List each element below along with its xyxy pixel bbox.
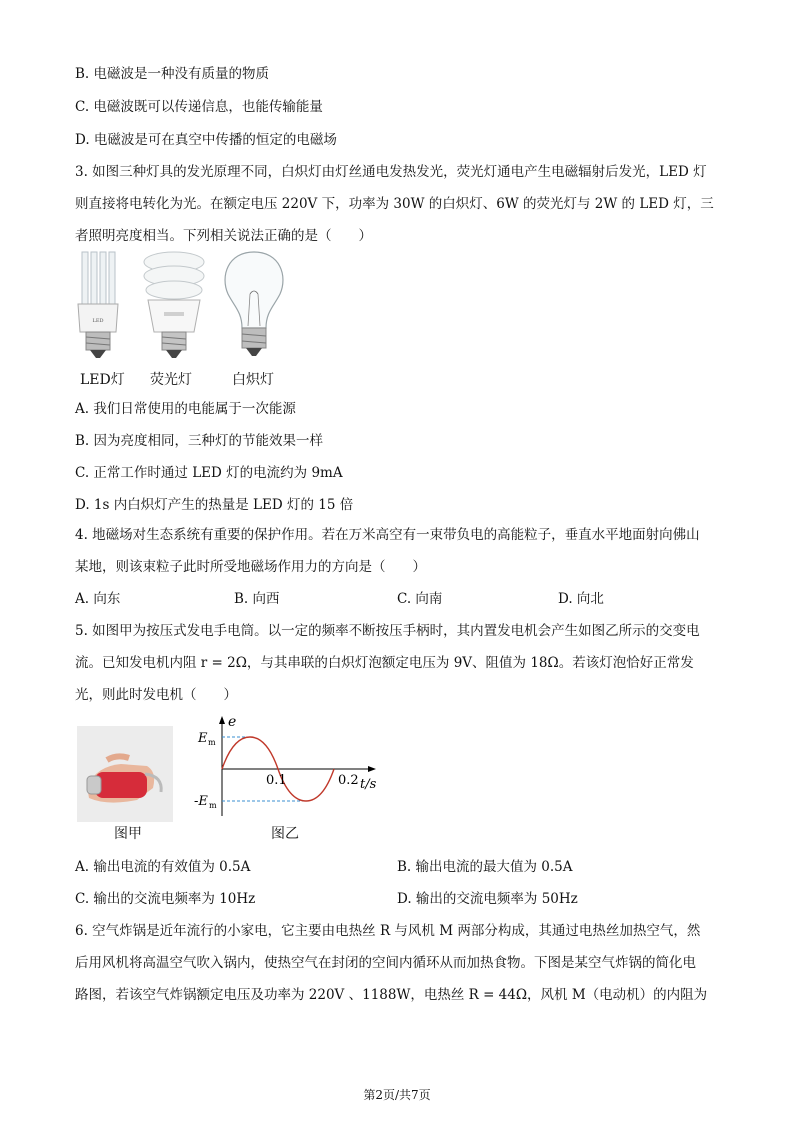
q5-stem-line1: 5. 如图甲为按压式发电手电筒。以一定的频率不断按压手柄时，其内置发电机会产生如图乙所示的交变电	[75, 623, 700, 639]
led-lamp-image	[78, 252, 118, 358]
q5-stem-line3: 光，则此时发电机（ ）	[75, 687, 237, 703]
caption-figure-jia: 图甲	[114, 826, 142, 842]
q3-option-c: C. 正常工作时通过 LED 灯的电流约为 9mA	[75, 465, 343, 481]
q5-option-d: D. 输出的交流电频率为 50Hz	[397, 891, 578, 907]
q2-option-b: B. 电磁波是一种没有质量的物质	[75, 66, 270, 82]
neg-em-subscript: m	[209, 801, 217, 810]
q6-stem-line1: 6. 空气炸锅是近年流行的小家电，它主要由电热丝 R 与风机 M 两部分构成，其通过电热丝加热空气，然	[75, 923, 701, 939]
caption-fluorescent-lamp: 荧光灯	[150, 372, 192, 388]
t-axis-label: t/s	[360, 777, 377, 792]
e-axis-label: e	[228, 714, 237, 730]
led-print-label: LED	[92, 318, 104, 324]
q5-option-b: B. 输出电流的最大值为 0.5A	[397, 859, 573, 875]
neg-em-label: -E	[194, 794, 208, 809]
flashlight-photo	[77, 726, 173, 822]
q2-option-d: D. 电磁波是可在真空中传播的恒定的电磁场	[75, 132, 337, 148]
page-number: 第2页/共7页	[363, 1088, 431, 1102]
q5-option-c: C. 输出的交流电频率为 10Hz	[75, 891, 256, 907]
emf-graph	[192, 712, 392, 824]
q6-stem-line3: 路图，若该空气炸锅额定电压及功率为 220V 、1188W，电热丝 R = 44Ω，风机 M（电动机）的内阻为	[75, 987, 708, 1003]
q3-option-b: B. 因为亮度相同，三种灯的节能效果一样	[75, 433, 324, 449]
q3-option-d: D. 1s 内白炽灯产生的热量是 LED 灯的 15 倍	[75, 497, 354, 513]
fluorescent-lamp-image	[144, 252, 204, 358]
caption-figure-yi: 图乙	[271, 826, 299, 842]
q4-option-d: D. 向北	[558, 591, 604, 607]
q3-stem-line2: 则直接将电转化为光。在额定电压 220V 下，功率为 30W 的白炽灯、6W 的荧光灯与 2W 的 LED 灯，三	[75, 196, 714, 212]
caption-led-lamp: LED灯	[80, 372, 125, 388]
q3-option-a: A. 我们日常使用的电能属于一次能源	[75, 401, 296, 417]
q3-stem-line3: 者照明亮度相当。下列相关说法正确的是（ ）	[75, 228, 372, 244]
em-label: E	[198, 731, 208, 746]
q6-stem-line2: 后用风机将高温空气吹入锅内，使热空气在封闭的空间内循环从而加热食物。下图是某空气炸锅的简化电	[75, 955, 696, 971]
q2-option-c: C. 电磁波既可以传递信息，也能传输能量	[75, 99, 323, 115]
incandescent-lamp-image	[225, 252, 283, 356]
q5-option-a: A. 输出电流的有效值为 0.5A	[75, 859, 251, 875]
q4-stem-line1: 4. 地磁场对生态系统有重要的保护作用。若在万米高空有一束带负电的高能粒子，垂直水平地面射向佛山	[75, 527, 700, 543]
q4-option-b: B. 向西	[234, 591, 280, 607]
em-subscript: m	[208, 738, 216, 747]
lamps-figure	[70, 248, 300, 372]
q5-stem-line2: 流。已知发电机内阻 r = 2Ω，与其串联的白炽灯泡额定电压为 9V、阻值为 18Ω。若该灯泡恰好正常发	[75, 655, 694, 671]
tick-0-2: 0.2	[338, 773, 359, 788]
q3-stem-line1: 3. 如图三种灯具的发光原理不同，白炽灯由灯丝通电发热发光，荧光灯通电产生电磁辐射后发光，LED 灯	[75, 164, 707, 180]
q4-stem-line2: 某地，则该束粒子此时所受地磁场作用力的方向是（ ）	[75, 559, 426, 575]
caption-incandescent-lamp: 白炽灯	[232, 372, 274, 388]
tick-0-1: 0.1	[266, 773, 287, 788]
q4-option-c: C. 向南	[397, 591, 443, 607]
q4-option-a: A. 向东	[75, 591, 121, 607]
